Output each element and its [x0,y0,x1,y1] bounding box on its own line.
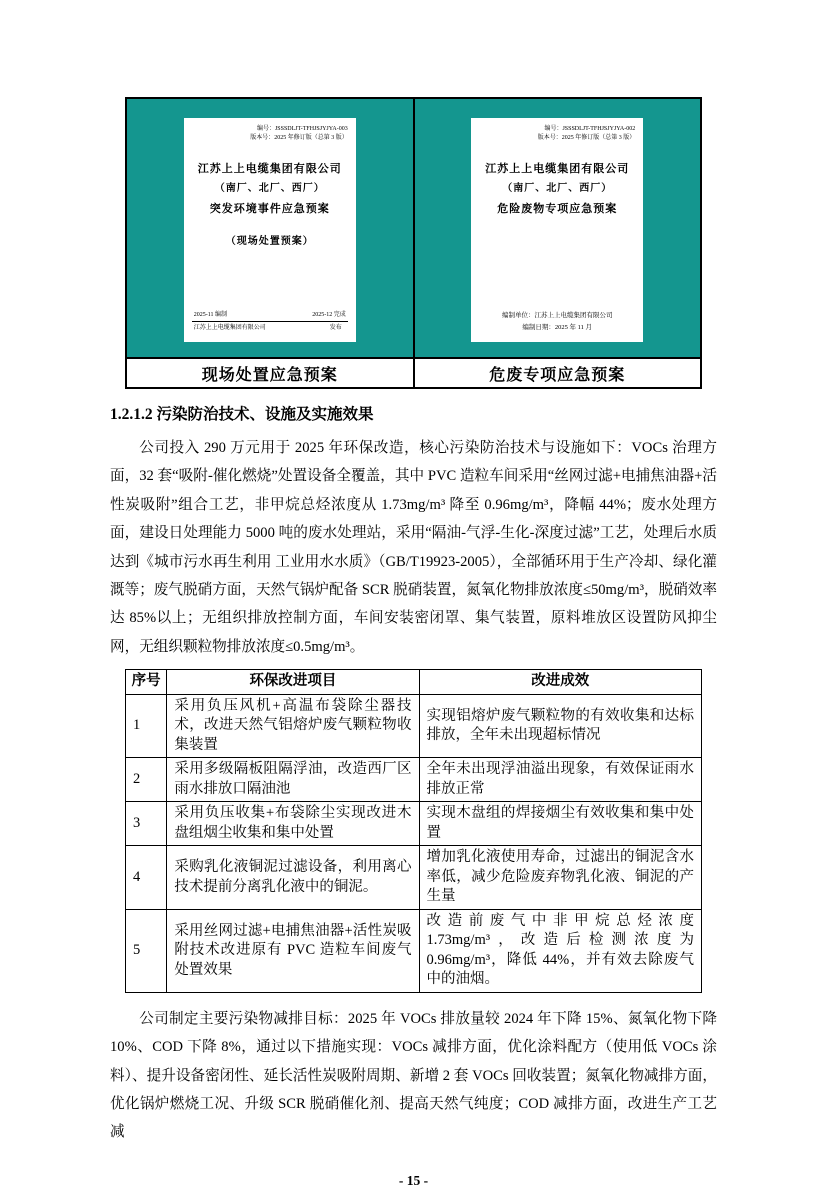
row-no: 1 [126,694,167,758]
doc-footer-company: 江苏上上电缆集团有限公司 [193,325,266,331]
row-no: 5 [126,909,167,992]
doc-titles-right [479,159,635,219]
row-project: 采用负压风机+高温布袋除尘器技术，改进天然气铝熔炉废气颗粒物收集装置 [167,694,419,758]
row-project: 采用多级隔板阻隔浮油，改造西厂区雨水排放口隔油池 [167,758,419,802]
cover-label-right: 危废专项应急预案 [489,366,626,384]
table-row [126,758,702,802]
section-heading: 1.2.1.2 污染防治技术、设施及实施效果 [110,406,374,423]
doc-subtitle: （现场处置预案） [225,236,314,247]
doc-code-left [192,125,348,143]
doc-spacer [479,219,635,310]
cover-figure-table [125,97,702,389]
row-project: 采用丝网过滤+电捕焦油器+活性炭吸附技术改进原有 PVC 造粒车间废气处置效果 [167,909,419,992]
improvements-table [125,669,702,993]
doc-code-line: 编号：JSSSDLJT-TFHJSJYJYA-002 [544,126,636,132]
doc-title: 突发环境事件应急预案 [209,203,330,215]
doc-code-right [479,125,635,143]
doc-version-line: 版本号：2025 年修订版（总第 3 版） [537,135,636,141]
cover-image-right [415,99,701,357]
doc-footer-compiled: 2025-11 编制 [193,312,228,318]
doc-company: 江苏上上电缆集团有限公司 [485,163,630,175]
cover-image-left [127,99,413,357]
table-row [126,802,702,846]
doc-plants: （南厂、北厂、西厂） [214,183,325,194]
body-paragraph-2: 公司制定主要污染物减排目标：2025 年 VOCs 排放量较 2024 年下降 15%、氮氧化物下降 10%、COD 下降 8%，通过以下措施实现：VOCs 减排方面，优化涂料配方（使用低 VOCs 涂料）、提升设备密闭性、延长活性炭吸附周期、新增 2 套 VOCs 回收装置；氮氧化物减排方面，优化锅炉燃烧工况、升级 SCR 脱硝催化剂、提高天然气纯度；COD 减排方面，改进生产工艺减 [110,1010,717,1141]
table-row [126,909,702,992]
mini-document-left [184,118,356,342]
cover-label-right-cell [414,358,702,388]
table-row [126,694,702,758]
row-project: 采用负压收集+布袋除尘实现改进木盘组烟尘收集和集中处置 [167,802,419,846]
cover-cell-right [414,98,702,358]
page-number: - 15 - [398,1172,429,1188]
row-no: 2 [126,758,167,802]
doc-version-line: 版本号：2025 年修订版（总第 3 版） [250,135,348,141]
col-header-no: 序号 [126,670,167,695]
row-project: 采购乳化液铜泥过滤设备，利用离心技术提前分离乳化液中的铜泥。 [167,846,419,910]
row-effect: 全年未出现浮油溢出现象，有效保证雨水排放正常 [419,758,701,802]
doc-spacer [192,251,348,310]
doc-footer-row-left [192,322,348,334]
body-paragraph-1: 公司投入 290 万元用于 2025 年环保改造，核心污染防治技术与设施如下：VOCs 治理方面，32 套“吸附-催化燃烧”处置设备全覆盖，其中 PVC 造粒车间采用“丝网过滤+电捕焦油器+活性炭吸附”组合工艺，非甲烷总烃浓度从 1.73mg/m³ 降至 0.96mg/m³，降幅 44%；废水处理方面，建设日处理能力 5000 吨的废水处理站，采用“隔油-气浮-生化-深度过滤”工艺，处理后水质达到《城市污水再生利用 工业用水水质》（GB/T19923-2005），全部循环用于生产冷却、绿化灌溉等；废气脱硝方面，天然气锅炉配备 SCR 脱硝装置，氮氧化物排放浓度≤50mg/m³，脱硝效率达 85%以上；无组织排放控制方面，车间安装密闭罩、集气装置，原料堆放区设置防风抑尘网，无组织颗粒物排放浓度≤0.5mg/m³。 [110,440,717,655]
doc-footer-right [479,310,635,334]
cover-label-left: 现场处置应急预案 [201,366,338,384]
col-header-project: 环保改进项目 [167,670,419,695]
doc-company: 江苏上上电缆集团有限公司 [197,163,342,175]
doc-footer-issue: 发布 [329,325,342,331]
row-effect: 实现木盘组的焊接烟尘有效收集和集中处置 [419,802,701,846]
mini-document-right [471,118,643,342]
table-row [126,846,702,910]
row-effect: 增加乳化液使用寿命，过滤出的铜泥含水率低，减少危险废弃物乳化液、铜泥的产生量 [419,846,701,910]
cover-label-left-cell [126,358,414,388]
doc-code-line: 编号：JSSSDLJT-TFHJSJYJYA-003 [256,126,348,132]
table-header-row [126,670,702,695]
row-no: 3 [126,802,167,846]
cover-cell-left [126,98,414,358]
doc-plants: （南厂、北厂、西厂） [502,183,613,194]
doc-titles-left [192,159,348,251]
row-no: 4 [126,846,167,910]
doc-footer-finished: 2025-12 完成 [312,312,346,318]
row-effect: 改造前废气中非甲烷总烃浓度 1.73mg/m³，改造后检测浓度为 0.96mg/m³，降低 44%，并有效去除废气中的油烟。 [419,909,701,992]
col-header-effect: 改进成效 [419,670,701,695]
doc-title: 危险废物专项应急预案 [497,203,618,215]
doc-footer-date: 编制日期：2025 年 11 月 [522,324,593,331]
row-effect: 实现铝熔炉废气颗粒物的有效收集和达标排放，全年未出现超标情况 [419,694,701,758]
doc-footer-rule-left [192,310,348,322]
doc-footer-unit: 编制单位：江苏上上电缆集团有限公司 [502,312,613,319]
